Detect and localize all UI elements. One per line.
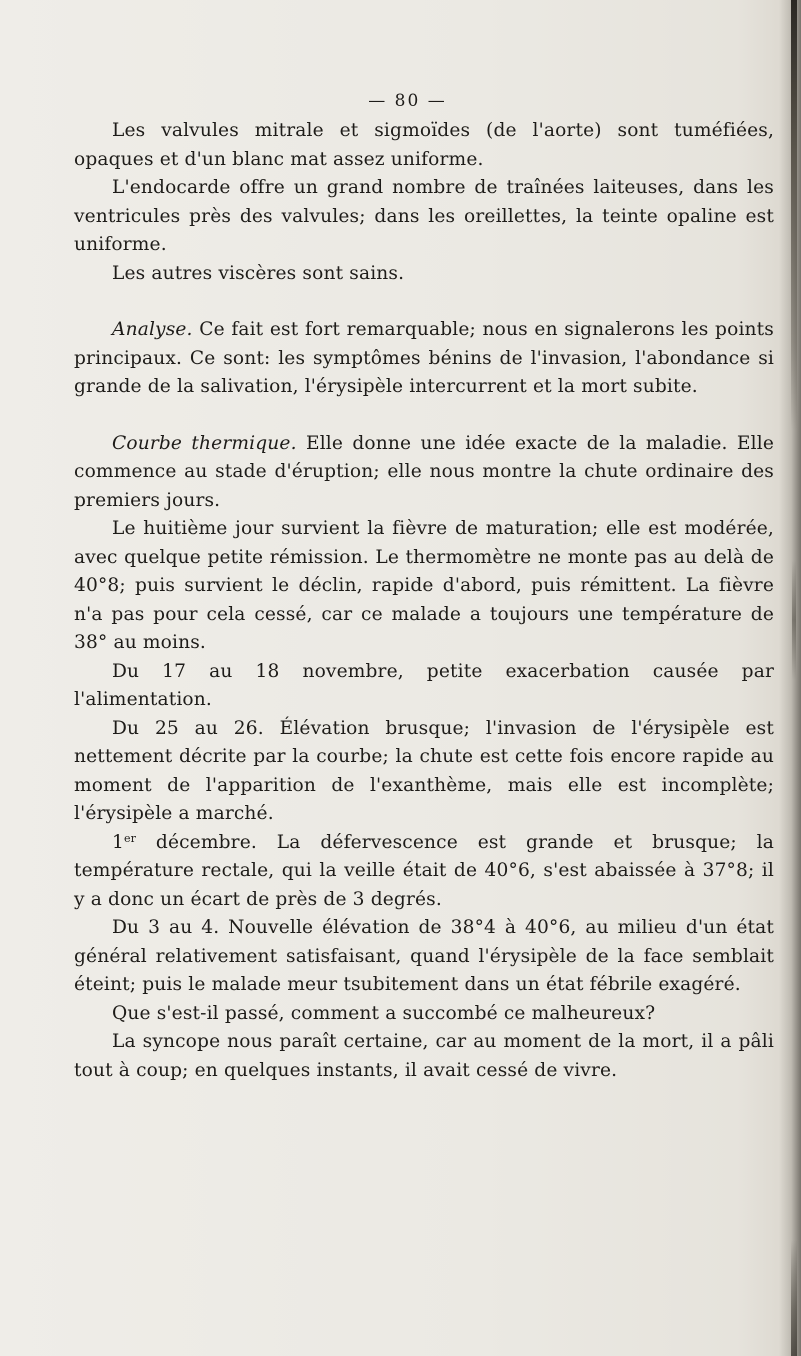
paragraph-3-au-4: Du 3 au 4. Nouvelle élévation de 38°4 à 40°6, au milieu d'un état général relativement satisfaisant, quand l'érysipèle de la face semblait éteint; puis le malade meur tsubitement dans un état fébrile exagéré. (74, 917, 774, 995)
decembre-day: 1 (112, 831, 124, 853)
paragraph-endocarde: L'endocarde offre un grand nombre de traînées laiteuses, dans les ventricules près des valvules; dans les oreillettes, la teinte opaline est uniforme. (74, 177, 774, 255)
paragraph-huitieme-jour: Le huitième jour survient la fièvre de maturation; elle est modérée, avec quelque petite rémission. Le thermomètre ne monte pas au delà de 40°8; puis survient le déclin, rapide d'abord, puis rémittent. La fièvre n'a pas pour cela cessé, car ce malade a toujours une température de 38° au moins. (74, 518, 774, 653)
body-text (74, 117, 774, 1085)
analyse-text: Ce fait est fort remarquable; nous en signalerons les points principaux. Ce sont: les symptômes bénins de l'invasion, l'abondance si grande de la salivation, l'érysipèle intercurrent et la mort subite. (74, 319, 774, 397)
decembre-ordinal: er (123, 831, 137, 845)
paragraph-visceres: Les autres viscères sont sains. (112, 262, 405, 284)
page-edge-shadow (779, 0, 801, 1356)
binding-edge-middle (792, 560, 796, 680)
paragraph-question: Que s'est-il passé, comment a succombé ce malheureux? (112, 1002, 656, 1024)
paragraph-valvules: Les valvules mitrale et sigmoïdes (de l'aorte) sont tuméfiées, opaques et d'un blanc mat assez uniforme. (74, 120, 774, 170)
paragraph-25-novembre: Du 25 au 26. Élévation brusque; l'invasion de l'érysipèle est nettement décrite par la courbe; la chute est cette fois encore rapide au moment de l'apparition de l'exanthème, mais elle est incomplète; l'érysipèle a marché. (74, 717, 774, 824)
paragraph-syncope: La syncope nous paraît certaine, car au moment de la mort, il a pâli tout à coup; en quelques instants, il avait cessé de vivre. (74, 1031, 774, 1081)
binding-edge-top (791, 0, 797, 430)
paragraph-1er-decembre (74, 829, 774, 915)
binding-edge-bottom (791, 1240, 797, 1356)
decembre-text: décembre. La défervescence est grande et brusque; la température rectale, qui la veille était de 40°6, s'est abaissée à 37°8; il y a donc un écart de près de 3 degrés. (74, 831, 774, 910)
paragraph-17-novembre: Du 17 au 18 novembre, petite exacerbation causée par l'alimentation. (74, 660, 774, 710)
courbe-thermique-label: Courbe thermique. (112, 432, 297, 454)
paragraph-analyse (74, 316, 774, 402)
page-number: — 80 — (368, 91, 447, 111)
analyse-label: Analyse. (112, 319, 193, 340)
courbe-thermique-text: Elle donne une idée exacte de la maladie. Elle commence au stade d'éruption; elle nous montre la chute ordinaire des premiers jours. (74, 432, 774, 511)
paragraph-courbe-thermique (74, 430, 774, 516)
